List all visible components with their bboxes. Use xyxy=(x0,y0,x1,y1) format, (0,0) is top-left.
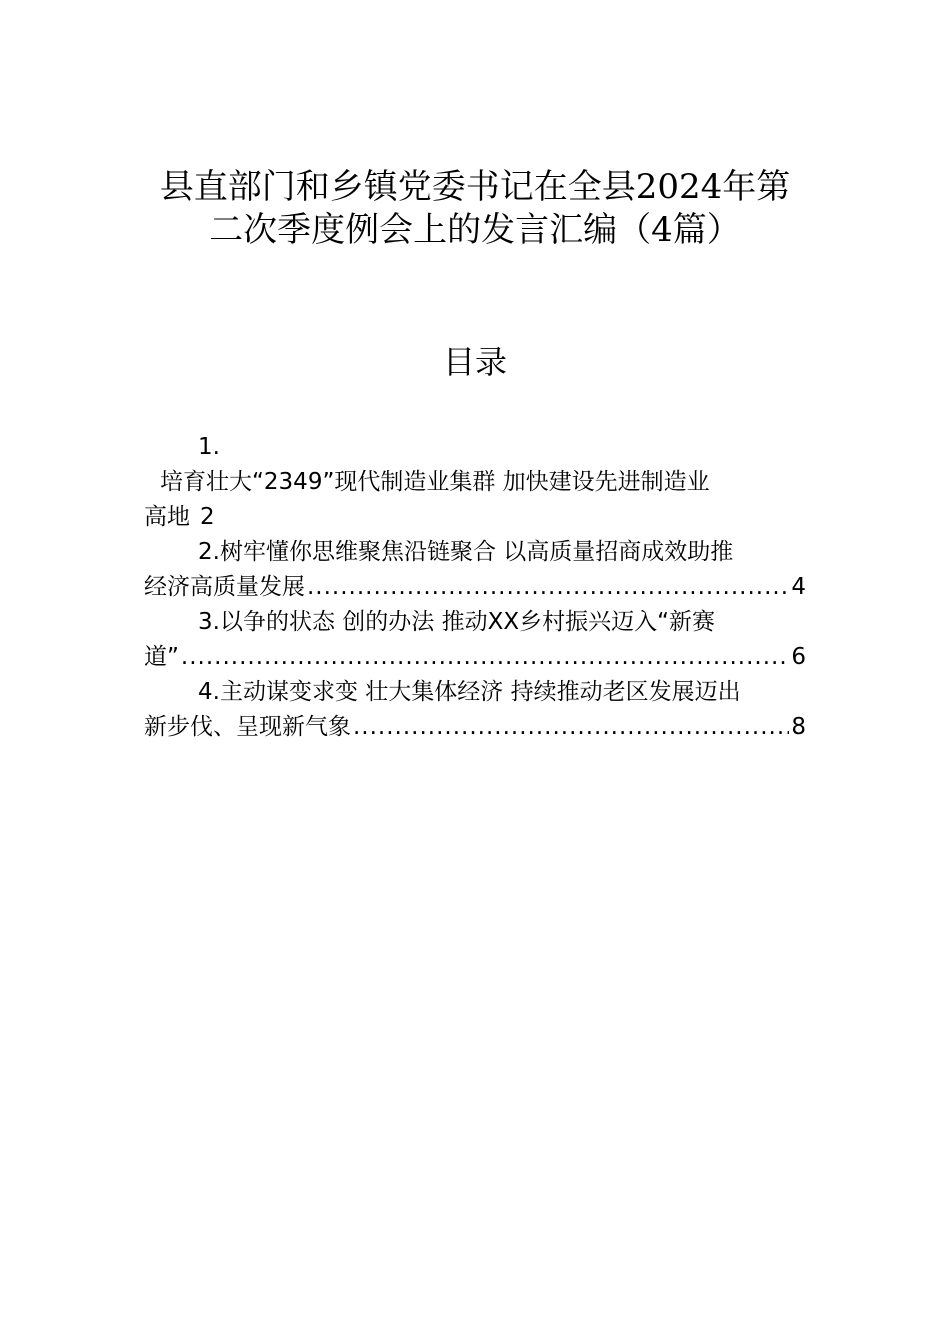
toc-entry-number: 1. xyxy=(198,434,220,460)
toc-entry-title-line-2: 高地 xyxy=(144,504,190,530)
toc-dot-leader xyxy=(353,710,789,745)
toc-entry-title-line-1: 4.主动谋变求变 壮大集体经济 持续推动老区发展迈出 xyxy=(198,679,741,705)
toc-entry-4[interactable] xyxy=(144,675,806,745)
toc-dot-leader xyxy=(307,570,789,605)
toc-entry-page-number: 2 xyxy=(200,504,215,530)
toc-entry-title-line-1: 培育壮大“2349”现代制造业集群 加快建设先进制造业 xyxy=(160,469,710,495)
document-title-line-2: 二次季度例会上的发言汇编（4篇） xyxy=(209,210,741,250)
toc-entry-title-line-1: 2.树牢懂你思维聚焦沿链聚合 以高质量招商成效助推 xyxy=(198,539,734,565)
toc-entry-page-number: 6 xyxy=(791,644,806,670)
toc-heading: 目录 xyxy=(442,343,507,381)
toc-entry-3[interactable] xyxy=(144,605,806,675)
toc-entry-page-number: 8 xyxy=(791,714,806,740)
document-title-line-1: 县直部门和乡镇党委书记在全县2024年第 xyxy=(159,167,791,207)
toc-entry-title-line-1: 3.以争的状态 创的办法 推动XX乡村振兴迈入“新赛 xyxy=(198,609,715,635)
toc-entry-title-line-2: 道” xyxy=(144,644,179,670)
toc-entry-title-line-2: 新步伐、呈现新气象 xyxy=(144,714,351,740)
toc-entry-page-number: 4 xyxy=(791,574,806,600)
toc-entry-title-line-2: 经济高质量发展 xyxy=(144,574,305,600)
toc-entry-1[interactable] xyxy=(144,430,806,535)
toc-dot-leader xyxy=(181,640,789,675)
toc-entry-2[interactable] xyxy=(144,535,806,605)
table-of-contents xyxy=(144,430,806,745)
